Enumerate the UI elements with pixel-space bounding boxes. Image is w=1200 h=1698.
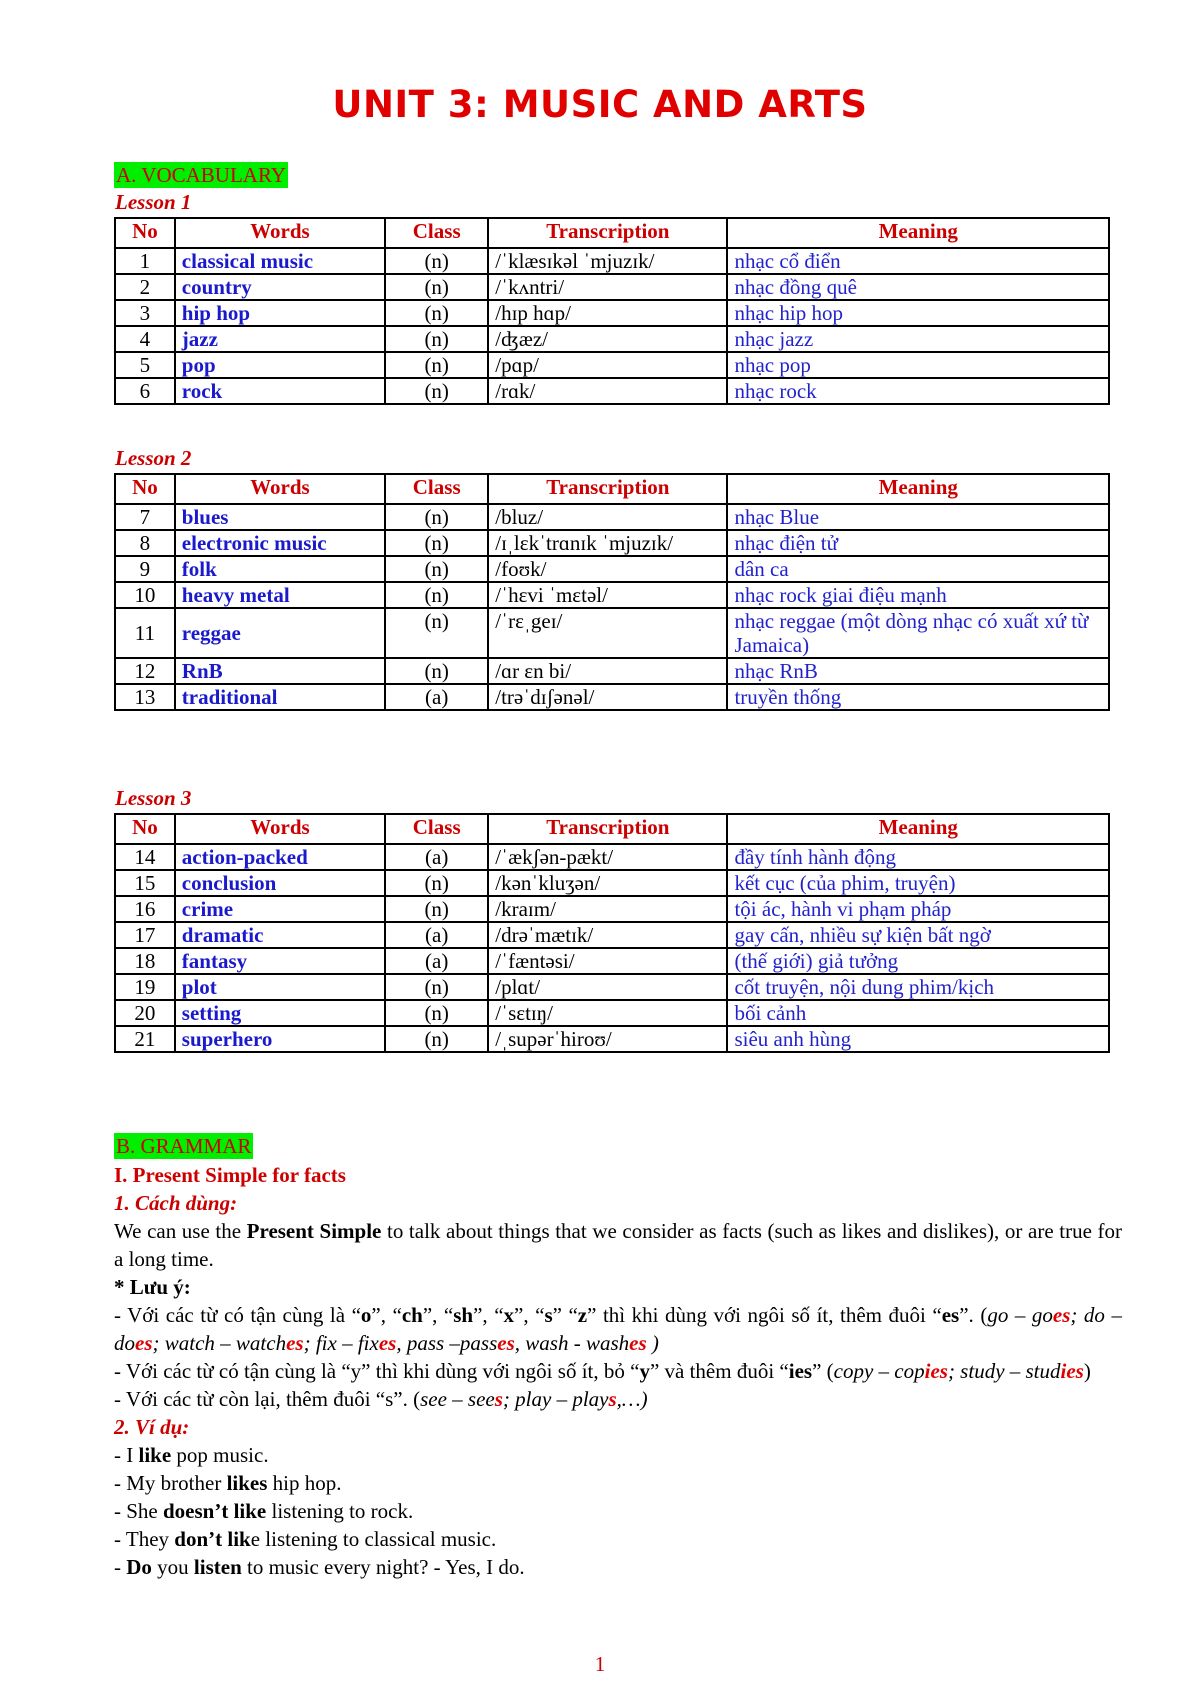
table-row: [115, 556, 1109, 582]
row-transcription: /ˈkʌntri/: [488, 274, 727, 300]
row-word: conclusion: [175, 870, 385, 896]
table-row: [115, 948, 1109, 974]
table-row: [115, 378, 1109, 404]
row-number: 21: [115, 1026, 175, 1052]
row-number: 7: [115, 504, 175, 530]
row-meaning: bối cảnh: [727, 1000, 1109, 1026]
row-number: 15: [115, 870, 175, 896]
row-word: fantasy: [175, 948, 385, 974]
row-number: 6: [115, 378, 175, 404]
row-word: action-packed: [175, 844, 385, 870]
row-word: RnB: [175, 658, 385, 684]
row-transcription: /rɑk/: [488, 378, 727, 404]
table-row: [115, 530, 1109, 556]
row-word: reggae: [175, 608, 385, 658]
note-heading: * Lưu ý:: [114, 1275, 191, 1299]
row-transcription: /foʊk/: [488, 556, 727, 582]
row-class: (n): [385, 326, 488, 352]
row-number: 14: [115, 844, 175, 870]
row-meaning: nhạc pop: [727, 352, 1109, 378]
row-class: (n): [385, 658, 488, 684]
example-line: - Do you listen to music every night? - Yes, I do.: [114, 1555, 525, 1579]
header-meaning: Meaning: [727, 474, 1109, 504]
table-row: [115, 896, 1109, 922]
table-row: [115, 870, 1109, 896]
lesson-1-label: Lesson 1: [115, 190, 192, 214]
row-transcription: /ˈrɛˌgeɪ/: [488, 608, 727, 658]
header-transcription: Transcription: [488, 218, 727, 248]
row-meaning: (thế giới) giả tưởng: [727, 948, 1109, 974]
header-class: Class: [385, 218, 488, 248]
row-word: electronic music: [175, 530, 385, 556]
row-number: 19: [115, 974, 175, 1000]
table-row: [115, 1000, 1109, 1026]
row-meaning: siêu anh hùng: [727, 1026, 1109, 1052]
row-transcription: /ˈklæsɪkəl ˈmjuzɪk/: [488, 248, 727, 274]
row-meaning: truyền thống: [727, 684, 1109, 710]
table-header-row: [115, 814, 1109, 844]
row-class: (n): [385, 582, 488, 608]
header-class: Class: [385, 474, 488, 504]
row-number: 4: [115, 326, 175, 352]
row-transcription: /ʤæz/: [488, 326, 727, 352]
section-grammar-heading: B. GRAMMAR: [116, 1134, 252, 1158]
row-number: 17: [115, 922, 175, 948]
grammar-body: [114, 1161, 1122, 1581]
row-transcription: /ˈsɛtɪŋ/: [488, 1000, 727, 1026]
row-meaning: đầy tính hành động: [727, 844, 1109, 870]
row-transcription: /pɑp/: [488, 352, 727, 378]
table-row: [115, 684, 1109, 710]
example-line: - My brother likes hip hop.: [114, 1471, 342, 1495]
row-transcription: /ɪˌlɛkˈtrɑnɪk ˈmjuzɪk/: [488, 530, 727, 556]
grammar-heading: I. Present Simple for facts: [114, 1163, 346, 1187]
table-row: [115, 300, 1109, 326]
note-es-rule: - Với các từ có tận cùng là “o”, “ch”, “sh”, “x”, “s” “z” thì khi dùng với ngôi số ít, thêm đuôi “es”. (go – goes; do – does; watch – watches; fix – fixes, pass –passes, wash - washes ): [114, 1303, 1122, 1355]
row-word: country: [175, 274, 385, 300]
table-row: [115, 658, 1109, 684]
table-row: [115, 844, 1109, 870]
row-class: (n): [385, 1026, 488, 1052]
row-meaning: nhạc đồng quê: [727, 274, 1109, 300]
row-meaning: nhạc điện tử: [727, 530, 1109, 556]
row-class: (a): [385, 948, 488, 974]
row-transcription: /ˌsupərˈhiroʊ/: [488, 1026, 727, 1052]
row-transcription: /kənˈkluʒən/: [488, 870, 727, 896]
table-header-row: [115, 474, 1109, 504]
row-transcription: /bluz/: [488, 504, 727, 530]
row-meaning: nhạc Blue: [727, 504, 1109, 530]
row-word: crime: [175, 896, 385, 922]
header-class: Class: [385, 814, 488, 844]
lesson-2-label: Lesson 2: [115, 446, 192, 470]
example-heading: 2. Ví dụ:: [114, 1415, 190, 1439]
row-meaning: nhạc rock: [727, 378, 1109, 404]
row-word: superhero: [175, 1026, 385, 1052]
example-line: - They don’t like listening to classical music.: [114, 1527, 497, 1551]
vocab-table-lesson-2: [114, 473, 1110, 711]
row-transcription: /plɑt/: [488, 974, 727, 1000]
row-word: folk: [175, 556, 385, 582]
row-transcription: /ˈfæntəsi/: [488, 948, 727, 974]
row-class: (n): [385, 974, 488, 1000]
row-class: (n): [385, 300, 488, 326]
header-meaning: Meaning: [727, 814, 1109, 844]
row-word: hip hop: [175, 300, 385, 326]
row-class: (a): [385, 922, 488, 948]
table-row: [115, 582, 1109, 608]
row-class: (a): [385, 684, 488, 710]
row-word: blues: [175, 504, 385, 530]
row-number: 5: [115, 352, 175, 378]
row-number: 13: [115, 684, 175, 710]
table-row: [115, 274, 1109, 300]
row-word: traditional: [175, 684, 385, 710]
header-no: No: [115, 814, 175, 844]
row-word: heavy metal: [175, 582, 385, 608]
usage-heading: 1. Cách dùng:: [114, 1191, 238, 1215]
header-no: No: [115, 218, 175, 248]
header-transcription: Transcription: [488, 474, 727, 504]
row-class: (n): [385, 1000, 488, 1026]
row-transcription: /ˈhɛvi ˈmɛtəl/: [488, 582, 727, 608]
row-number: 9: [115, 556, 175, 582]
header-transcription: Transcription: [488, 814, 727, 844]
lesson-3-label: Lesson 3: [115, 786, 192, 810]
header-meaning: Meaning: [727, 218, 1109, 248]
vocab-table-lesson-1: [114, 217, 1110, 405]
example-line: - She doesn’t like listening to rock.: [114, 1499, 414, 1523]
usage-paragraph: We can use the Present Simple to talk about things that we consider as facts (such as likes and dislikes), or are true for a long time.: [114, 1219, 1122, 1271]
row-class: (n): [385, 608, 488, 658]
row-meaning: nhạc RnB: [727, 658, 1109, 684]
row-number: 8: [115, 530, 175, 556]
row-meaning: nhạc reggae (một dòng nhạc có xuất xứ từ Jamaica): [727, 608, 1109, 658]
row-class: (a): [385, 844, 488, 870]
row-transcription: /trəˈdɪʃənəl/: [488, 684, 727, 710]
row-meaning: nhạc jazz: [727, 326, 1109, 352]
row-word: classical music: [175, 248, 385, 274]
row-class: (n): [385, 248, 488, 274]
table-row: [115, 352, 1109, 378]
row-word: dramatic: [175, 922, 385, 948]
example-line: - I like pop music.: [114, 1443, 269, 1467]
row-class: (n): [385, 378, 488, 404]
row-meaning: cốt truyện, nội dung phim/kịch: [727, 974, 1109, 1000]
row-number: 16: [115, 896, 175, 922]
header-no: No: [115, 474, 175, 504]
table-row: [115, 974, 1109, 1000]
page-title: UNIT 3: MUSIC AND ARTS: [332, 83, 868, 126]
table-row: [115, 326, 1109, 352]
row-number: 11: [115, 608, 175, 658]
row-number: 18: [115, 948, 175, 974]
table-row: [115, 608, 1109, 658]
vocab-table-lesson-3: [114, 813, 1110, 1053]
row-class: (n): [385, 504, 488, 530]
row-transcription: /kraɪm/: [488, 896, 727, 922]
row-meaning: gay cấn, nhiều sự kiện bất ngờ: [727, 922, 1109, 948]
row-word: plot: [175, 974, 385, 1000]
row-number: 12: [115, 658, 175, 684]
header-words: Words: [175, 218, 385, 248]
row-transcription: /ˈækʃən-pækt/: [488, 844, 727, 870]
row-meaning: dân ca: [727, 556, 1109, 582]
table-row: [115, 248, 1109, 274]
page-number: 1: [594, 1652, 606, 1676]
row-transcription: /drəˈmætɪk/: [488, 922, 727, 948]
table-row: [115, 922, 1109, 948]
row-number: 2: [115, 274, 175, 300]
row-class: (n): [385, 870, 488, 896]
row-class: (n): [385, 556, 488, 582]
row-word: jazz: [175, 326, 385, 352]
row-meaning: tội ác, hành vi phạm pháp: [727, 896, 1109, 922]
row-transcription: /hɪp hɑp/: [488, 300, 727, 326]
row-number: 10: [115, 582, 175, 608]
header-words: Words: [175, 814, 385, 844]
row-number: 1: [115, 248, 175, 274]
header-words: Words: [175, 474, 385, 504]
row-class: (n): [385, 530, 488, 556]
row-meaning: nhạc rock giai điệu mạnh: [727, 582, 1109, 608]
row-transcription: /ɑr ɛn bi/: [488, 658, 727, 684]
row-meaning: nhạc hip hop: [727, 300, 1109, 326]
section-vocabulary-heading: A. VOCABULARY: [116, 163, 286, 187]
row-meaning: nhạc cổ điển: [727, 248, 1109, 274]
row-word: setting: [175, 1000, 385, 1026]
row-word: pop: [175, 352, 385, 378]
table-row: [115, 504, 1109, 530]
note-ies-rule: - Với các từ có tận cùng là “y” thì khi dùng với ngôi số ít, bỏ “y” và thêm đuôi “ies” (copy – copies; study – studies): [114, 1359, 1091, 1383]
row-number: 3: [115, 300, 175, 326]
row-class: (n): [385, 274, 488, 300]
row-class: (n): [385, 352, 488, 378]
row-class: (n): [385, 896, 488, 922]
row-meaning: kết cục (của phim, truyện): [727, 870, 1109, 896]
table-header-row: [115, 218, 1109, 248]
row-word: rock: [175, 378, 385, 404]
note-s-rule: - Với các từ còn lại, thêm đuôi “s”. (see – sees; play – plays,…): [114, 1387, 648, 1411]
table-row: [115, 1026, 1109, 1052]
row-number: 20: [115, 1000, 175, 1026]
